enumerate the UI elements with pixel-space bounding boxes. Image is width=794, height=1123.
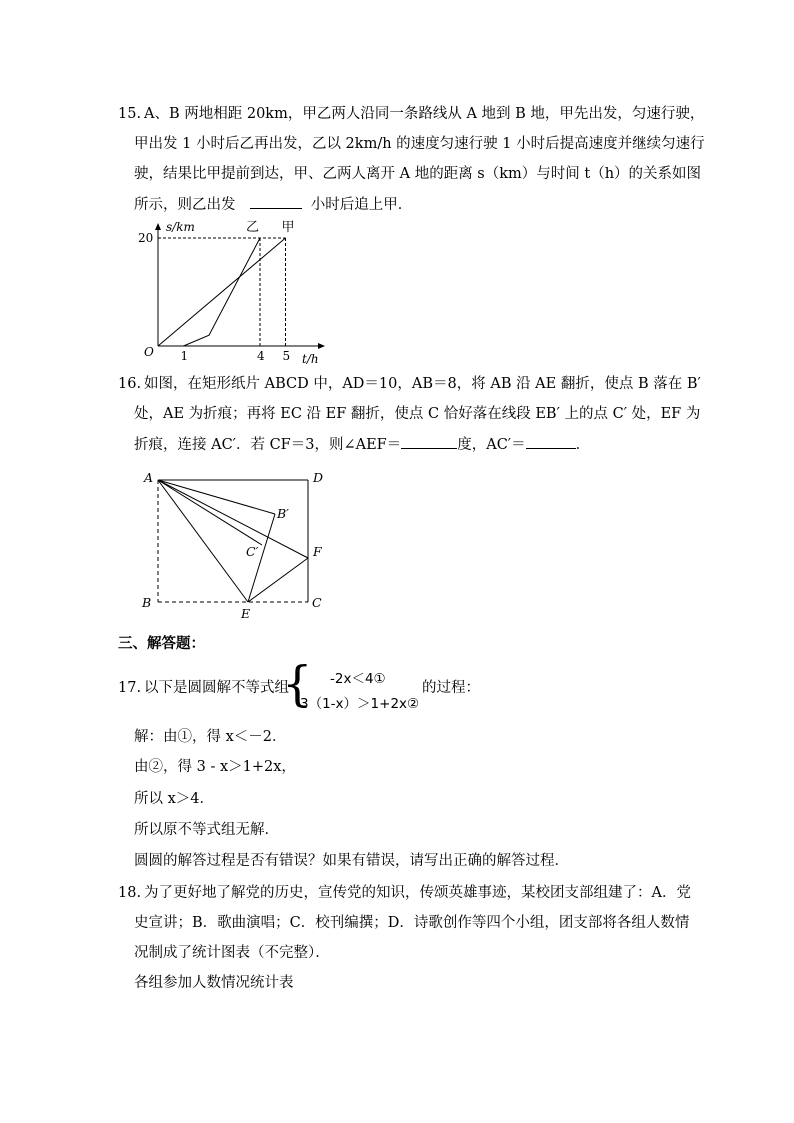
q18-table-caption: 各组参加人数情况统计表: [134, 975, 294, 991]
q15-text-line3: 驶，结果比甲提前到达，甲、乙两人离开 A 地的距离 s（km）与时间 t（h）的关系如图: [134, 166, 702, 182]
section-heading: 三、解答题：: [118, 636, 205, 652]
q16-label-F: F: [313, 544, 322, 559]
q16-label-E: E: [241, 606, 251, 621]
q17-brace: {: [282, 656, 313, 712]
q17-step2: 由②，得 3 - x＞1+2x，: [134, 759, 296, 775]
q16-label-A: A: [144, 470, 154, 485]
q15-xlabel: t/h: [302, 352, 319, 366]
q18-number: 18.: [118, 885, 142, 901]
q16-label-B-prime: B′: [277, 506, 290, 521]
q15-text-line2: 甲出发 1 小时后乙再出发，乙以 2km/h 的速度匀速行驶 1 小时后提高速度并继续匀速行: [134, 136, 705, 152]
q16-label-C: C: [312, 595, 322, 610]
q16-number: 16.: [118, 376, 142, 392]
q16-segment-AE: [158, 480, 248, 602]
q16-text-line3a: 折痕，连接 AC′．若 CF＝3，则∠AEF＝: [134, 437, 402, 453]
q17-step3: 所以 x＞4．: [134, 791, 215, 807]
q16-text-line3c: ．: [575, 437, 591, 453]
q15-answer-blank[interactable]: [250, 194, 302, 209]
q18-text-line2: 史宣讲；B．歌曲演唱；C．校刊编撰；D．诗歌创作等四个小组，团支部将各组人数情: [134, 915, 690, 931]
q16-segment-AC-prime: [158, 480, 262, 545]
q15-text-line4a: 所示，则乙出发: [134, 197, 236, 213]
q17-step4: 所以原不等式组无解．: [134, 822, 279, 838]
q16-label-C-prime: C′: [246, 544, 259, 559]
q15-xtick-label-5: 5: [282, 349, 291, 363]
q16-text-line3: [134, 434, 590, 455]
q15-series-label-jia: 甲: [281, 220, 295, 235]
q17-question: 圆圆的解答过程是否有错误？如果有错误，请写出正确的解答过程．: [134, 853, 569, 869]
q17-suffix: 的过程：: [422, 680, 480, 696]
q15-text-line4b: 小时后追上甲．: [310, 197, 413, 213]
q17-ineq2: 3（1-x）＞1+2x②: [300, 696, 420, 712]
q16-label-D: D: [313, 470, 324, 485]
q15-series-label-yi: 乙: [246, 220, 260, 235]
q15-number: 15.: [118, 106, 142, 122]
q17-step1: 解：由①，得 x＜－2．: [134, 729, 287, 745]
q16-answer-blank-2[interactable]: [526, 434, 576, 449]
q15-series-line-jia: [158, 238, 286, 346]
q16-label-B: B: [142, 595, 152, 610]
q18-text-line3: 况制成了统计图表（不完整）．: [134, 945, 330, 961]
q15-xtick-label-1: 1: [180, 349, 189, 363]
q15-ylabel: s/km: [166, 220, 195, 234]
q18-text-line1: 为了更好地了解党的历史，宣传党的知识，传颂英雄事迹，某校团支部组建了：A．党: [144, 885, 691, 901]
q15-text-line4: [134, 194, 412, 215]
q15-text-line1: A、B 两地相距 20km，甲乙两人沿同一条路线从 A 地到 B 地，甲先出发，匀速行驶，: [144, 106, 705, 122]
q17-ineq1: -2x＜4①: [330, 671, 386, 687]
q16-text-line1: 如图，在矩形纸片 ABCD 中，AD＝10，AB＝8，将 AB 沿 AE 翻折，使点 B 落在 B′: [144, 376, 701, 392]
q16-answer-blank-1[interactable]: [401, 434, 457, 449]
q17-number: 17.: [118, 680, 142, 696]
q16-text-line3b: 度，AC′＝: [457, 437, 526, 453]
q15-ytick-label: 20: [138, 231, 154, 245]
q15-graph: [134, 218, 334, 368]
q16-text-line2: 处，AE 为折痕；再将 EC 沿 EF 翻折，使点 C 恰好落在线段 EB′ 上的点 C′ 处，EF 为: [134, 406, 701, 422]
q17-intro: 以下是圆圆解不等式组: [144, 680, 289, 696]
q16-segment-AB-prime: [158, 480, 275, 514]
q15-origin: O: [144, 345, 154, 359]
q15-xtick-label-4: 4: [257, 349, 265, 363]
q16-segment-EF: [248, 558, 308, 602]
q16-figure: [138, 464, 338, 624]
